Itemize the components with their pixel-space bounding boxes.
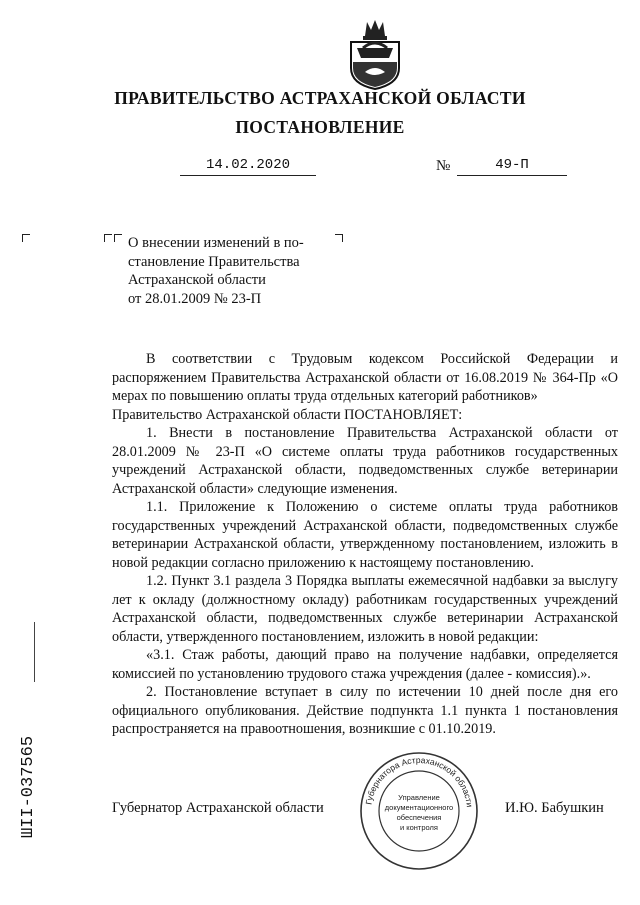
side-serial-number (6, 700, 46, 840)
body-paragraph: 1.2. Пункт 3.1 раздела 3 Порядка выплаты ежемесячной надбавки за выслугу лет к окладу (должностному окладу) работникам государственных учреждений Астраханской области, подведомственных службе ветеринарии Астраханской области, утвержденного постановлением, изложить в новой редакции: (112, 573, 618, 645)
official-stamp (358, 750, 480, 872)
corner-mark-left (22, 234, 30, 242)
stamp-line: Управление (398, 793, 440, 802)
stamp-line: обеспечения (396, 813, 442, 822)
signatory-position: Губернатор Астраханской области (112, 800, 324, 816)
subject-line: от 28.01.2009 № 23-П (128, 290, 262, 307)
signatory-name: И.Ю. Бабушкин (505, 800, 604, 816)
document-type-title: ПОСТАНОВЛЕНИЕ (235, 117, 405, 137)
coat-of-arms-emblem (347, 18, 403, 90)
body-paragraph: «3.1. Стаж работы, дающий право на получение надбавки, определяется комиссией по установлению трудового стажа учреждения (далее - комиссия).». (112, 647, 618, 682)
stamp-line: и контроля (399, 823, 439, 832)
document-number: 49-П (457, 157, 567, 176)
body-paragraph: 1.1. Приложение к Положению о системе оплаты труда работников государственных учреждений Астраханской области, подведомственных службе ветеринарии Астраханской области, утвержденному постановлением, изложить в новой редакции согласно приложению к настоящему постановлению. (112, 499, 618, 571)
document-date: 14.02.2020 (180, 157, 316, 176)
corner-mark-subject-open (104, 234, 112, 242)
body-paragraph: 1. Внести в постановление Правительства Астраханской области от 28.01.2009 № 23-П «О системе оплаты труда работников государственных учреждений Астраханской области, подведомственных службе ветеринарии Астраханской области» следующие изменения. (112, 425, 618, 497)
subject-block (128, 234, 348, 308)
side-serial-text: ШII-037565 (19, 735, 38, 838)
stamp-line: документационного (384, 803, 454, 812)
margin-rule (34, 622, 35, 682)
government-title: ПРАВИТЕЛЬСТВО АСТРАХАНСКОЙ ОБЛАСТИ (114, 88, 526, 108)
corner-mark-subject-open-inner (114, 234, 122, 242)
subject-line: О внесении изменений в по- (128, 235, 304, 251)
stamp-ring-text: Губернатора Астраханской области (363, 754, 475, 808)
body-paragraph: В соответствии с Трудовым кодексом Российской Федерации и распоряжением Правительства Астраханской области от 16.08.2019 № 364-Пр «О мерах по повышению оплаты труда отдельных категорий работников» (112, 351, 618, 404)
document-body (112, 350, 618, 739)
subject-line: Астраханской области (128, 272, 266, 288)
number-label: № (436, 158, 451, 174)
body-paragraph: 2. Постановление вступает в силу по истечении 10 дней после дня его официального опубликования. Действие подпункта 1.1 пункта 1 постановления распространяется на правоотношения, возникшие с 01.10.2019. (112, 684, 618, 737)
subject-line: становление Правительства (128, 253, 300, 270)
body-paragraph-resolution: Правительство Астраханской области ПОСТАНОВЛЯЕТ: (112, 406, 463, 423)
